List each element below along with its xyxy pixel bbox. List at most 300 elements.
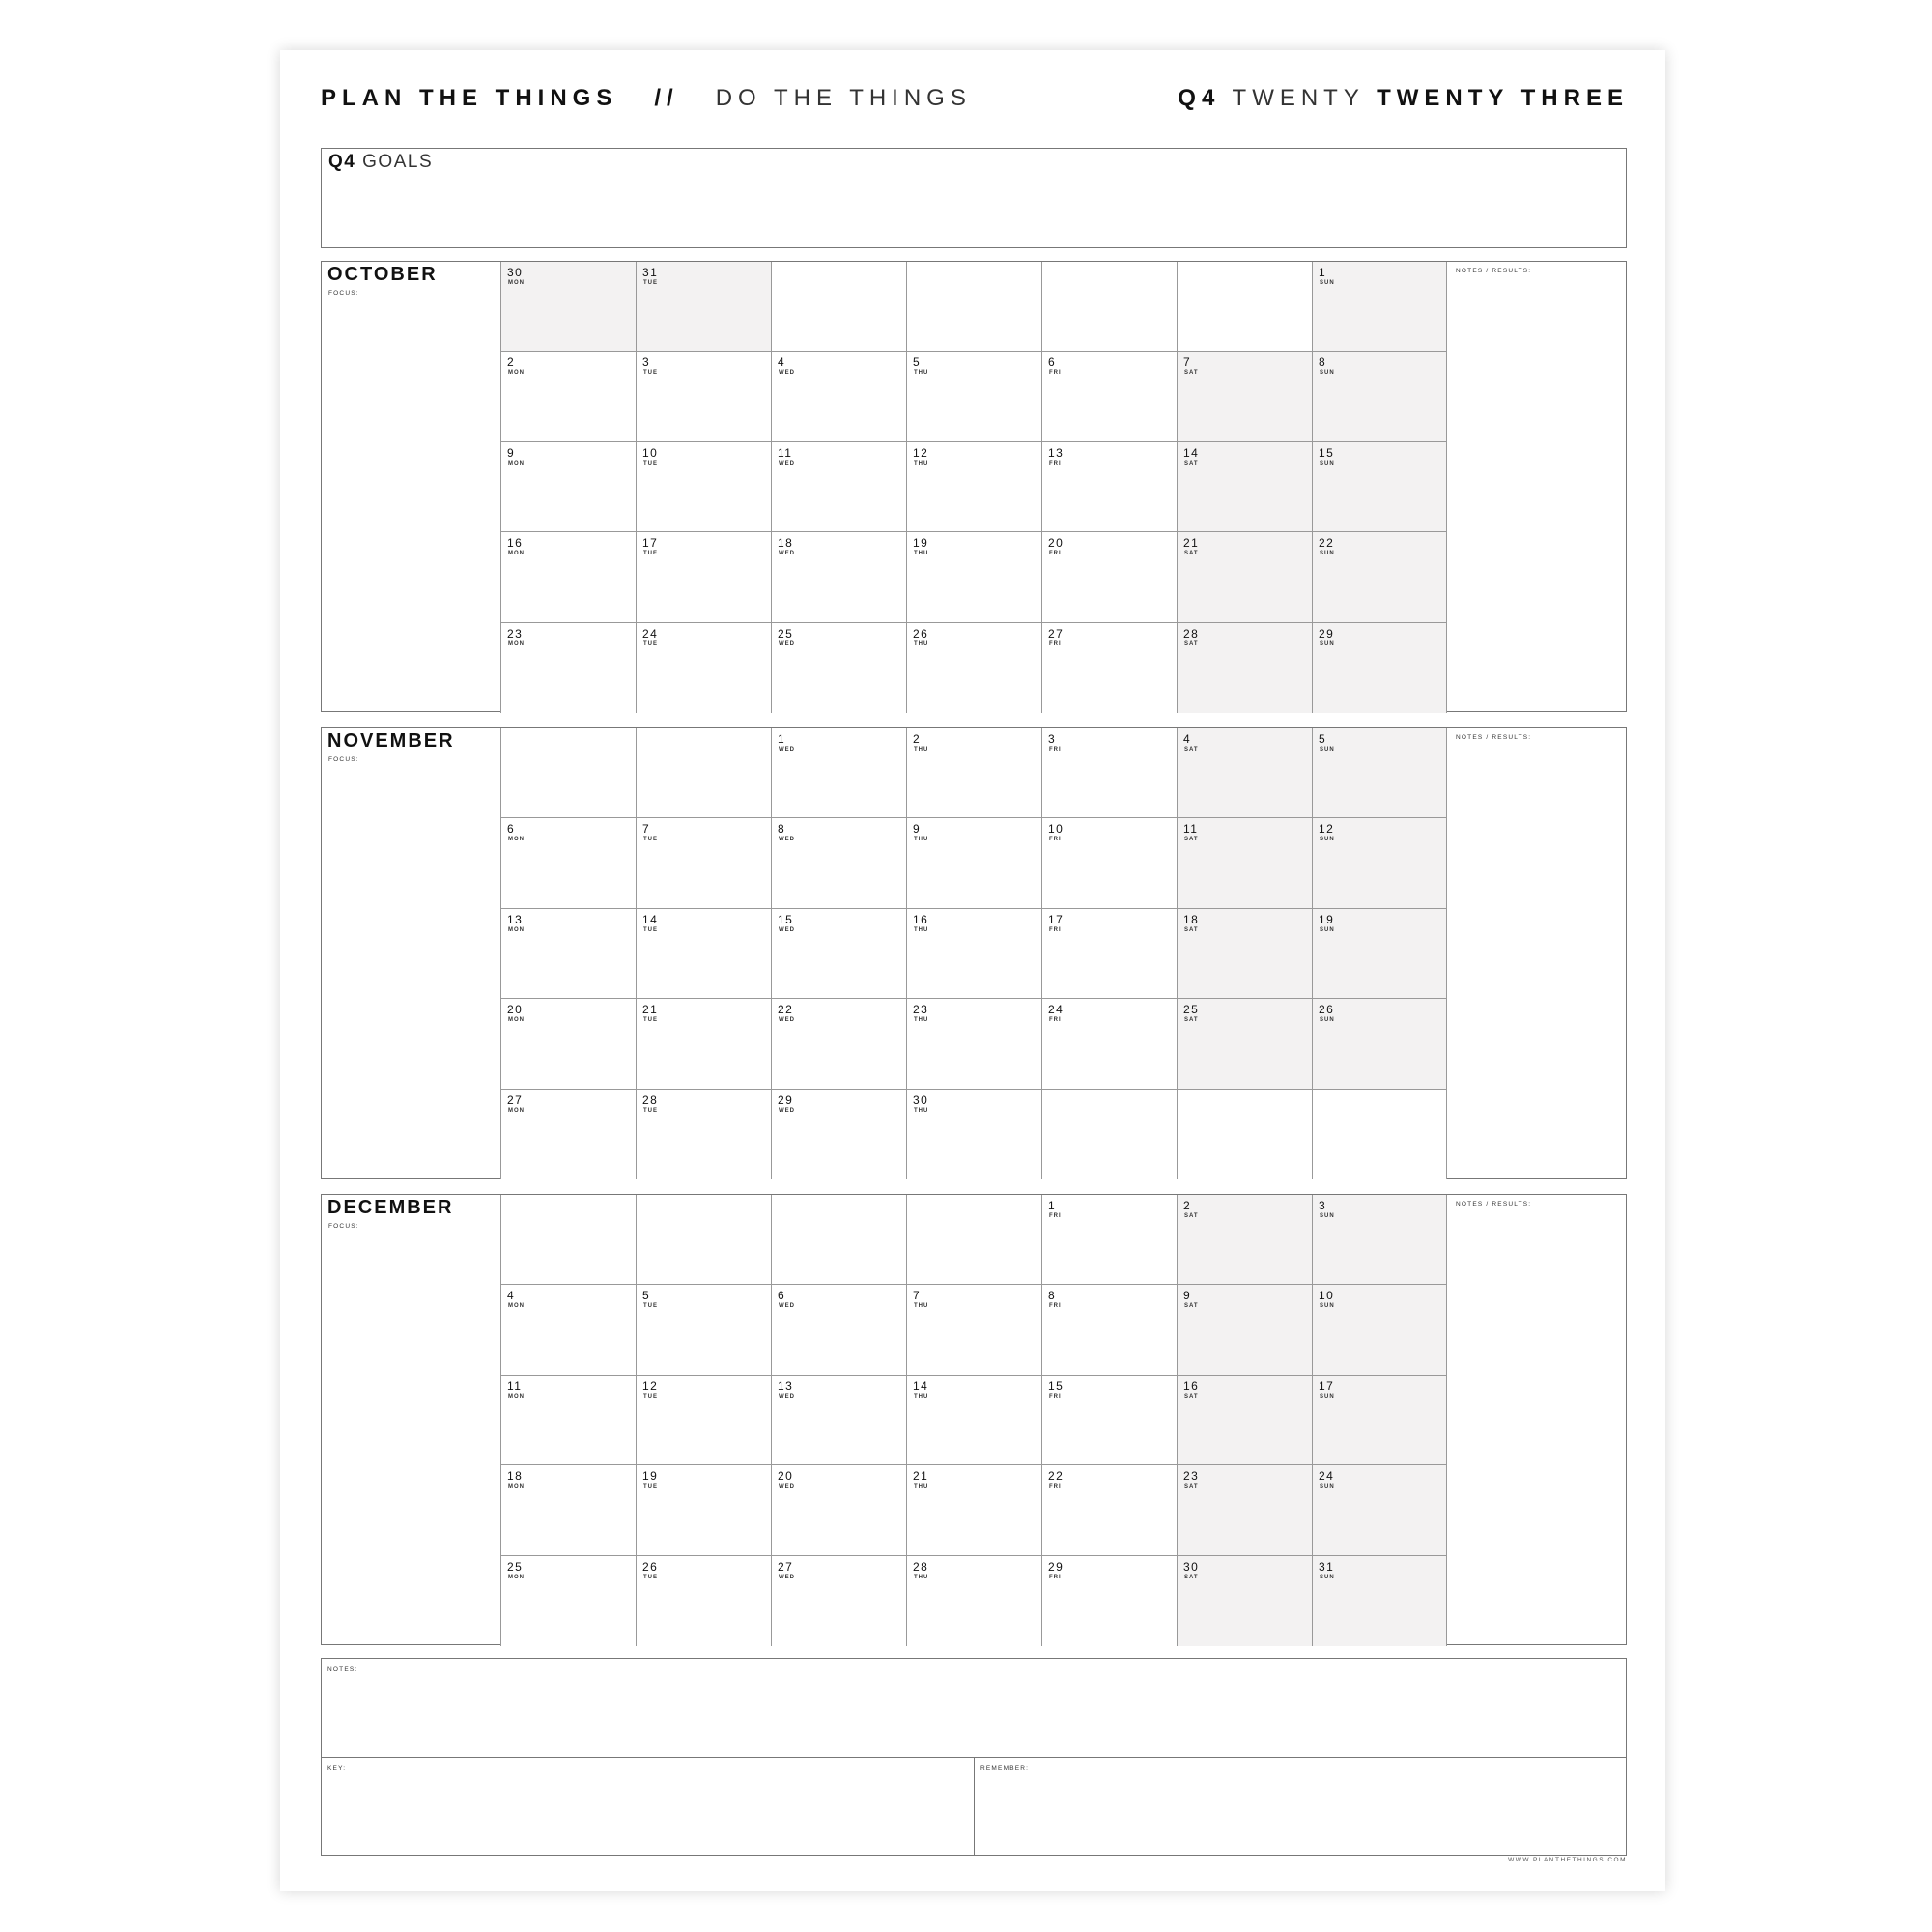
day-cell[interactable] xyxy=(1177,1090,1312,1179)
day-number: 5 xyxy=(1319,732,1327,746)
day-cell[interactable] xyxy=(1177,532,1312,622)
notes-results-label: NOTES / RESULTS: xyxy=(1456,734,1532,741)
day-cell[interactable] xyxy=(771,1195,906,1285)
day-cell[interactable] xyxy=(1312,442,1447,532)
day-number: 8 xyxy=(778,822,786,837)
day-cell[interactable] xyxy=(906,1285,1041,1375)
day-cell[interactable] xyxy=(1041,728,1177,818)
day-number: 19 xyxy=(642,1469,659,1484)
day-number: 23 xyxy=(913,1003,929,1017)
day-of-week: WED xyxy=(779,551,795,557)
day-cell[interactable] xyxy=(1312,352,1447,441)
day-of-week: FRI xyxy=(1049,1303,1062,1310)
day-number: 20 xyxy=(778,1469,794,1484)
day-number: 18 xyxy=(1183,912,1200,926)
day-number: 25 xyxy=(1183,1003,1200,1017)
day-cell[interactable] xyxy=(906,352,1041,441)
day-cell[interactable] xyxy=(636,728,771,818)
bottom-divider-vertical xyxy=(974,1757,975,1855)
day-number: 13 xyxy=(507,912,524,926)
day-of-week: MON xyxy=(508,1484,525,1491)
day-cell[interactable] xyxy=(1177,442,1312,532)
day-cell[interactable] xyxy=(1312,1465,1447,1555)
day-of-week: WED xyxy=(779,460,795,467)
calendar-grid xyxy=(500,262,1447,711)
day-number: 22 xyxy=(1319,536,1335,551)
day-cell[interactable] xyxy=(1041,818,1177,908)
day-number: 4 xyxy=(1183,732,1192,746)
day-cell[interactable] xyxy=(906,1195,1041,1285)
day-of-week: FRI xyxy=(1049,1017,1062,1024)
day-of-week: WED xyxy=(779,837,795,843)
day-cell[interactable] xyxy=(1177,909,1312,999)
day-cell[interactable] xyxy=(906,1090,1041,1179)
month-name: DECEMBER xyxy=(327,1197,454,1218)
day-cell[interactable] xyxy=(1312,728,1447,818)
day-number: 12 xyxy=(1319,822,1335,837)
day-number: 22 xyxy=(1048,1469,1065,1484)
day-number: 26 xyxy=(642,1559,659,1574)
day-cell[interactable] xyxy=(636,1465,771,1555)
day-of-week: WED xyxy=(779,1574,795,1580)
day-of-week: SUN xyxy=(1320,837,1335,843)
day-cell[interactable] xyxy=(771,1090,906,1179)
day-number: 23 xyxy=(507,626,524,640)
day-cell[interactable] xyxy=(500,532,636,622)
day-cell[interactable] xyxy=(771,1556,906,1646)
month-block-december xyxy=(321,1194,1627,1645)
day-cell[interactable] xyxy=(1312,1195,1447,1285)
day-cell[interactable] xyxy=(500,728,636,818)
day-of-week: MON xyxy=(508,1303,525,1310)
day-number: 15 xyxy=(1048,1378,1065,1393)
day-of-week: THU xyxy=(914,460,929,467)
day-number: 25 xyxy=(778,626,794,640)
day-number: 26 xyxy=(1319,1003,1335,1017)
day-of-week: THU xyxy=(914,1574,929,1580)
day-cell[interactable] xyxy=(500,1285,636,1375)
day-cell[interactable] xyxy=(500,262,636,352)
calendar-grid xyxy=(500,728,1447,1178)
day-of-week: FRI xyxy=(1049,551,1062,557)
day-number: 2 xyxy=(1183,1199,1192,1212)
day-of-week: MON xyxy=(508,1574,525,1580)
header-q4: Q4 xyxy=(1178,85,1221,111)
day-of-week: SAT xyxy=(1184,926,1199,933)
day-cell[interactable] xyxy=(500,1556,636,1646)
q4-goals-box[interactable] xyxy=(321,148,1627,248)
day-cell[interactable] xyxy=(1177,999,1312,1089)
day-of-week: FRI xyxy=(1049,460,1062,467)
day-of-week: THU xyxy=(914,747,929,753)
day-number: 14 xyxy=(1183,445,1200,460)
day-number: 7 xyxy=(642,822,651,837)
header-tagline xyxy=(321,85,972,112)
day-number: 8 xyxy=(1319,355,1327,370)
day-cell[interactable] xyxy=(500,909,636,999)
day-cell[interactable] xyxy=(636,262,771,352)
day-cell[interactable] xyxy=(500,1465,636,1555)
header-plan: PLAN THE THINGS xyxy=(321,85,618,111)
day-of-week: WED xyxy=(779,1484,795,1491)
day-of-week: WED xyxy=(779,640,795,647)
day-number: 9 xyxy=(1183,1289,1192,1303)
day-cell[interactable] xyxy=(1041,532,1177,622)
day-cell[interactable] xyxy=(906,442,1041,532)
day-of-week: FRI xyxy=(1049,1393,1062,1400)
day-of-week: TUE xyxy=(643,640,658,647)
notes-results-label: NOTES / RESULTS: xyxy=(1456,1201,1532,1208)
day-number: 17 xyxy=(1319,1378,1335,1393)
day-cell[interactable] xyxy=(1312,1285,1447,1375)
day-cell[interactable] xyxy=(1041,909,1177,999)
day-cell[interactable] xyxy=(771,909,906,999)
day-of-week: TUE xyxy=(643,1303,658,1310)
day-of-week: WED xyxy=(779,370,795,377)
day-of-week: THU xyxy=(914,370,929,377)
day-cell[interactable] xyxy=(500,1090,636,1179)
day-cell[interactable] xyxy=(771,442,906,532)
day-cell[interactable] xyxy=(500,1195,636,1285)
day-number: 27 xyxy=(1048,626,1065,640)
day-of-week: SUN xyxy=(1320,1213,1335,1219)
day-cell[interactable] xyxy=(771,532,906,622)
day-number: 28 xyxy=(642,1093,659,1107)
day-number: 10 xyxy=(1319,1289,1335,1303)
day-cell[interactable] xyxy=(500,352,636,441)
month-block-november xyxy=(321,727,1627,1179)
day-of-week: THU xyxy=(914,1303,929,1310)
day-number: 6 xyxy=(778,1289,786,1303)
day-number: 14 xyxy=(913,1378,929,1393)
day-of-week: MON xyxy=(508,1017,525,1024)
day-number: 6 xyxy=(1048,355,1057,370)
day-of-week: TUE xyxy=(643,926,658,933)
day-of-week: SUN xyxy=(1320,1574,1335,1580)
day-number: 11 xyxy=(507,1378,523,1393)
day-number: 1 xyxy=(1319,266,1327,279)
day-of-week: MON xyxy=(508,1393,525,1400)
day-of-week: THU xyxy=(914,640,929,647)
day-of-week: MON xyxy=(508,1107,525,1114)
day-number: 10 xyxy=(642,445,659,460)
day-cell[interactable] xyxy=(1312,999,1447,1089)
day-of-week: TUE xyxy=(643,1393,658,1400)
day-number: 19 xyxy=(913,536,929,551)
day-cell[interactable] xyxy=(771,1465,906,1555)
day-number: 27 xyxy=(507,1093,524,1107)
day-number: 13 xyxy=(778,1378,794,1393)
day-cell[interactable] xyxy=(1177,1195,1312,1285)
day-cell[interactable] xyxy=(771,1285,906,1375)
day-cell[interactable] xyxy=(1177,818,1312,908)
day-cell[interactable] xyxy=(636,623,771,713)
day-cell[interactable] xyxy=(500,1376,636,1465)
day-number: 21 xyxy=(913,1469,929,1484)
day-number: 31 xyxy=(642,266,659,279)
day-cell[interactable] xyxy=(636,1090,771,1179)
day-cell[interactable] xyxy=(1177,1376,1312,1465)
day-number: 29 xyxy=(1048,1559,1065,1574)
day-cell[interactable] xyxy=(636,999,771,1089)
day-number: 3 xyxy=(1319,1199,1327,1212)
day-cell[interactable] xyxy=(771,818,906,908)
day-cell[interactable] xyxy=(636,909,771,999)
day-number: 3 xyxy=(642,355,651,370)
day-cell[interactable] xyxy=(1041,442,1177,532)
day-number: 5 xyxy=(642,1289,651,1303)
day-of-week: WED xyxy=(779,1017,795,1024)
day-cell[interactable] xyxy=(906,909,1041,999)
day-number: 24 xyxy=(642,626,659,640)
day-cell[interactable] xyxy=(1312,532,1447,622)
day-number: 24 xyxy=(1048,1003,1065,1017)
day-cell[interactable] xyxy=(1312,262,1447,352)
day-cell[interactable] xyxy=(1041,1195,1177,1285)
day-of-week: SAT xyxy=(1184,640,1199,647)
day-number: 1 xyxy=(1048,1199,1057,1212)
day-of-week: SUN xyxy=(1320,1303,1335,1310)
day-number: 26 xyxy=(913,626,929,640)
day-number: 2 xyxy=(913,732,922,746)
day-of-week: THU xyxy=(914,1484,929,1491)
footer-url: WWW.PLANTHETHINGS.COM xyxy=(1508,1857,1627,1863)
day-cell[interactable] xyxy=(500,442,636,532)
day-number: 18 xyxy=(507,1469,524,1484)
day-cell[interactable] xyxy=(1312,909,1447,999)
day-cell[interactable] xyxy=(1177,352,1312,441)
day-cell[interactable] xyxy=(906,728,1041,818)
day-of-week: THU xyxy=(914,1393,929,1400)
day-of-week: MON xyxy=(508,640,525,647)
day-of-week: MON xyxy=(508,551,525,557)
month-name: OCTOBER xyxy=(327,264,438,285)
day-of-week: TUE xyxy=(643,280,658,286)
day-of-week: MON xyxy=(508,837,525,843)
day-number: 9 xyxy=(507,445,516,460)
day-cell[interactable] xyxy=(636,1195,771,1285)
day-number: 15 xyxy=(778,912,794,926)
day-number: 7 xyxy=(1183,355,1192,370)
day-of-week: WED xyxy=(779,1107,795,1114)
day-of-week: SAT xyxy=(1184,1213,1199,1219)
goals-q4: Q4 xyxy=(328,152,356,172)
day-number: 30 xyxy=(913,1093,929,1107)
day-cell[interactable] xyxy=(1177,728,1312,818)
day-number: 5 xyxy=(913,355,922,370)
day-number: 10 xyxy=(1048,822,1065,837)
remember-label: REMEMBER: xyxy=(980,1765,1030,1772)
goals-label: GOALS xyxy=(362,152,434,172)
day-cell[interactable] xyxy=(1312,1090,1447,1179)
day-cell[interactable] xyxy=(1177,1465,1312,1555)
day-of-week: WED xyxy=(779,926,795,933)
day-number: 4 xyxy=(778,355,786,370)
day-of-week: SAT xyxy=(1184,1484,1199,1491)
day-number: 20 xyxy=(1048,536,1065,551)
header-year: TWENTY THREE xyxy=(1377,85,1629,111)
day-of-week: SUN xyxy=(1320,926,1335,933)
day-cell[interactable] xyxy=(1177,1285,1312,1375)
day-of-week: FRI xyxy=(1049,370,1062,377)
day-number: 23 xyxy=(1183,1469,1200,1484)
day-cell[interactable] xyxy=(771,999,906,1089)
day-of-week: MON xyxy=(508,280,525,286)
day-of-week: SAT xyxy=(1184,1393,1199,1400)
day-number: 30 xyxy=(507,266,524,279)
day-cell[interactable] xyxy=(771,352,906,441)
day-of-week: SAT xyxy=(1184,837,1199,843)
day-of-week: SAT xyxy=(1184,747,1199,753)
day-of-week: SUN xyxy=(1320,551,1335,557)
day-cell[interactable] xyxy=(906,999,1041,1089)
day-of-week: TUE xyxy=(643,460,658,467)
day-cell[interactable] xyxy=(500,623,636,713)
day-cell[interactable] xyxy=(1041,1285,1177,1375)
day-number: 13 xyxy=(1048,445,1065,460)
day-of-week: SAT xyxy=(1184,1017,1199,1024)
day-cell[interactable] xyxy=(906,532,1041,622)
day-cell[interactable] xyxy=(636,442,771,532)
day-number: 29 xyxy=(778,1093,794,1107)
day-of-week: FRI xyxy=(1049,926,1062,933)
day-number: 18 xyxy=(778,536,794,551)
key-label: KEY: xyxy=(327,1765,347,1772)
day-of-week: SUN xyxy=(1320,280,1335,286)
month-name: NOVEMBER xyxy=(327,730,455,752)
day-of-week: MON xyxy=(508,370,525,377)
day-of-week: SUN xyxy=(1320,747,1335,753)
day-cell[interactable] xyxy=(1312,818,1447,908)
day-cell[interactable] xyxy=(771,262,906,352)
day-cell[interactable] xyxy=(636,1285,771,1375)
day-of-week: TUE xyxy=(643,1107,658,1114)
day-number: 28 xyxy=(1183,626,1200,640)
day-of-week: WED xyxy=(779,1303,795,1310)
day-cell[interactable] xyxy=(771,623,906,713)
day-of-week: SAT xyxy=(1184,460,1199,467)
day-of-week: TUE xyxy=(643,1574,658,1580)
header-quarter xyxy=(1178,85,1629,112)
day-cell[interactable] xyxy=(1312,1556,1447,1646)
day-cell[interactable] xyxy=(1177,623,1312,713)
day-cell[interactable] xyxy=(1312,1376,1447,1465)
day-cell[interactable] xyxy=(906,1376,1041,1465)
focus-label: FOCUS: xyxy=(328,1223,359,1230)
day-cell[interactable] xyxy=(636,1556,771,1646)
day-cell[interactable] xyxy=(906,262,1041,352)
day-of-week: TUE xyxy=(643,1017,658,1024)
day-of-week: THU xyxy=(914,926,929,933)
day-of-week: FRI xyxy=(1049,1574,1062,1580)
day-cell[interactable] xyxy=(636,352,771,441)
day-number: 15 xyxy=(1319,445,1335,460)
day-of-week: SAT xyxy=(1184,370,1199,377)
day-cell[interactable] xyxy=(1177,262,1312,352)
day-number: 12 xyxy=(642,1378,659,1393)
day-of-week: TUE xyxy=(643,551,658,557)
focus-label: FOCUS: xyxy=(328,756,359,763)
day-of-week: THU xyxy=(914,1107,929,1114)
day-cell[interactable] xyxy=(1177,1556,1312,1646)
day-number: 22 xyxy=(778,1003,794,1017)
header-do: DO THE THINGS xyxy=(715,85,972,111)
day-of-week: SAT xyxy=(1184,551,1199,557)
day-of-week: TUE xyxy=(643,837,658,843)
day-of-week: SUN xyxy=(1320,1017,1335,1024)
day-of-week: WED xyxy=(779,1393,795,1400)
header-twenty: TWENTY xyxy=(1232,85,1365,111)
day-number: 16 xyxy=(507,536,524,551)
day-cell[interactable] xyxy=(1312,623,1447,713)
day-cell[interactable] xyxy=(1041,352,1177,441)
day-number: 16 xyxy=(1183,1378,1200,1393)
day-cell[interactable] xyxy=(906,818,1041,908)
day-of-week: MON xyxy=(508,460,525,467)
day-cell[interactable] xyxy=(771,1376,906,1465)
day-of-week: SUN xyxy=(1320,1484,1335,1491)
day-of-week: SAT xyxy=(1184,1574,1199,1580)
day-number: 17 xyxy=(1048,912,1065,926)
day-cell[interactable] xyxy=(636,818,771,908)
day-cell[interactable] xyxy=(1041,1465,1177,1555)
day-of-week: TUE xyxy=(643,1484,658,1491)
day-number: 3 xyxy=(1048,732,1057,746)
calendar-grid xyxy=(500,1195,1447,1644)
day-cell[interactable] xyxy=(1041,1376,1177,1465)
day-of-week: TUE xyxy=(643,370,658,377)
day-number: 20 xyxy=(507,1003,524,1017)
day-number: 27 xyxy=(778,1559,794,1574)
day-of-week: MON xyxy=(508,926,525,933)
day-cell[interactable] xyxy=(1041,1090,1177,1179)
day-number: 12 xyxy=(913,445,929,460)
header-separator: // xyxy=(654,85,679,111)
day-cell[interactable] xyxy=(500,818,636,908)
day-cell[interactable] xyxy=(906,623,1041,713)
day-cell[interactable] xyxy=(906,1556,1041,1646)
day-number: 28 xyxy=(913,1559,929,1574)
day-cell[interactable] xyxy=(1041,999,1177,1089)
day-cell[interactable] xyxy=(636,1376,771,1465)
day-cell[interactable] xyxy=(771,728,906,818)
day-of-week: THU xyxy=(914,1017,929,1024)
day-of-week: FRI xyxy=(1049,747,1062,753)
day-of-week: SUN xyxy=(1320,460,1335,467)
day-cell[interactable] xyxy=(1041,262,1177,352)
month-block-october xyxy=(321,261,1627,712)
day-of-week: FRI xyxy=(1049,1484,1062,1491)
day-number: 25 xyxy=(507,1559,524,1574)
day-cell[interactable] xyxy=(636,532,771,622)
day-number: 11 xyxy=(778,445,793,460)
day-cell[interactable] xyxy=(906,1465,1041,1555)
day-number: 19 xyxy=(1319,912,1335,926)
day-cell[interactable] xyxy=(500,999,636,1089)
day-of-week: THU xyxy=(914,551,929,557)
day-cell[interactable] xyxy=(1041,623,1177,713)
notes-results-label: NOTES / RESULTS: xyxy=(1456,268,1532,274)
day-of-week: SUN xyxy=(1320,1393,1335,1400)
focus-label: FOCUS: xyxy=(328,290,359,297)
notes-label: NOTES: xyxy=(327,1666,358,1673)
day-cell[interactable] xyxy=(1041,1556,1177,1646)
day-number: 4 xyxy=(507,1289,516,1303)
day-number: 14 xyxy=(642,912,659,926)
day-number: 30 xyxy=(1183,1559,1200,1574)
day-number: 9 xyxy=(913,822,922,837)
day-number: 6 xyxy=(507,822,516,837)
